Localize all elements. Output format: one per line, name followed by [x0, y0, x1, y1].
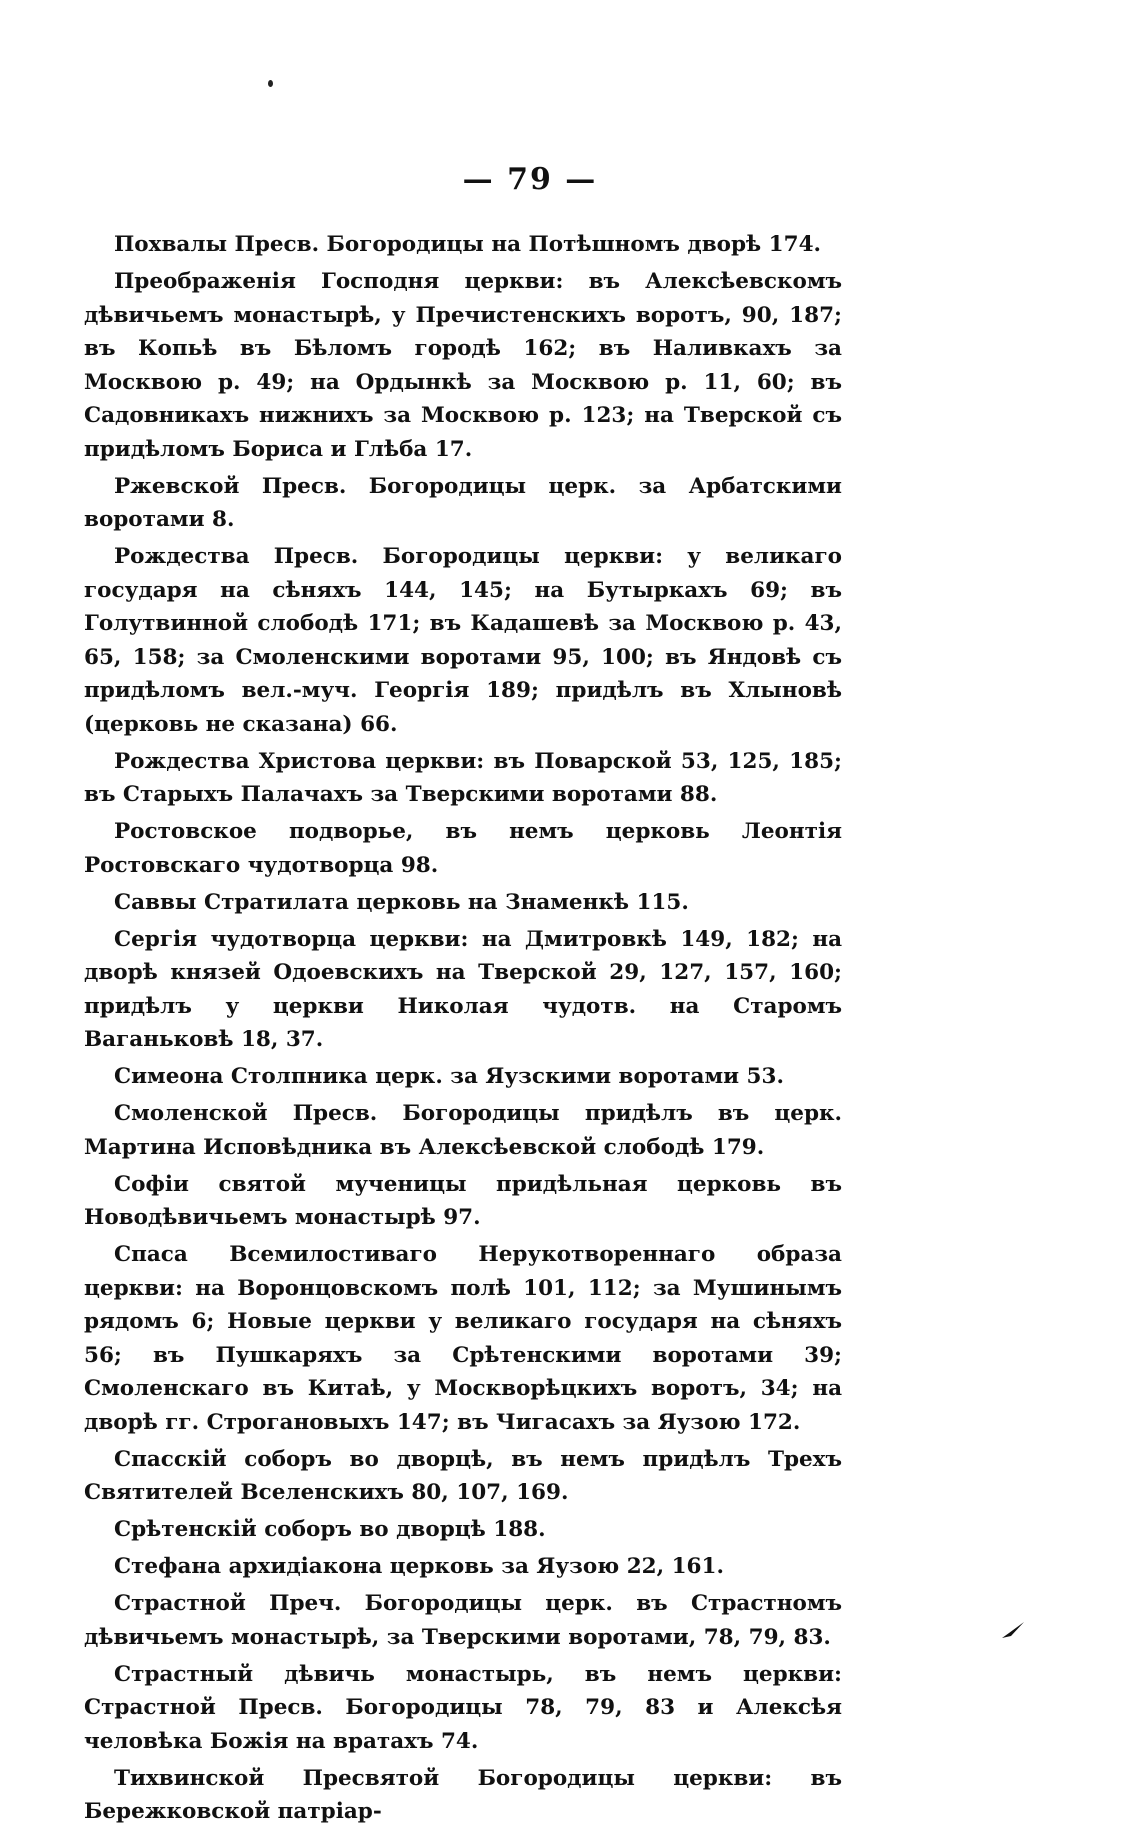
index-entry: Смоленской Пресв. Богородицы придѣлъ въ церк. Мартина Исповѣдника въ Алексѣевской слободѣ 179. — [84, 1101, 842, 1160]
index-entry: Срѣтенскій соборъ во дворцѣ 188. — [114, 1517, 546, 1542]
index-entry: Ростовское подворье, въ немъ церковь Леонтія Ростовскаго чудотворца 98. — [84, 819, 842, 878]
index-entries — [84, 228, 842, 1832]
index-entry: Софіи святой мученицы придѣльная церковь въ Новодѣвичьемъ монастырѣ 97. — [84, 1171, 842, 1230]
index-entry: Спасскій соборъ во дворцѣ, въ немъ придѣлъ Трехъ Святителей Вселенскихъ 80, 107, 169. — [84, 1446, 842, 1505]
index-entry: Тихвинской Пресвятой Богородицы церкви: въ Бережковской патріар- — [84, 1765, 842, 1824]
index-entry: Преображенія Господня церкви: въ Алексѣевскомъ дѣвичьемъ монастырѣ, у Пречистенскихъ воротъ, 90, 187; въ Копьѣ въ Бѣломъ городѣ 162; въ Наливкахъ за Москвою р. 49; на Ордынкѣ за Москвою р. 11, 60; въ Садовникахъ нижнихъ за Москвою р. 123; на Тверской съ придѣломъ Бориса и Глѣба 17. — [84, 269, 842, 462]
pen-tick-mark — [1000, 1620, 1026, 1640]
index-entry: Саввы Стратилата церковь на Знаменкѣ 115. — [114, 889, 689, 915]
index-entry: Стефана архидіакона церковь за Яузою 22, 161. — [114, 1554, 724, 1579]
index-entry: Рождества Пресв. Богородицы церкви: у великаго государя на сѣняхъ 144, 145; на Бутыркахъ 69; въ Голутвинной слободѣ 171; въ Кадашевѣ за Москвою р. 43, 65, 158; за Смоленскими воротами 95, 100; въ Яндовѣ съ придѣломъ вел.-муч. Георгія 189; придѣлъ въ Хлыновѣ (церковь не сказана) 66. — [84, 544, 842, 737]
index-entry: Ржевской Пресв. Богородицы церк. за Арбатскими воротами 8. — [84, 473, 842, 532]
index-entry: Спаса Всемилостиваго Нерукотвореннаго образа церкви: на Воронцовскомъ полѣ 101, 112; за Мушинымъ рядомъ 6; Новые церкви у великаго государя на сѣняхъ 56; въ Пушкаряхъ за Срѣтенскими воротами 39; Смоленскаго въ Китаѣ, у Москворѣцкихъ воротъ, 34; на дворѣ гг. Строгановыхъ 147; въ Чигасахъ за Яузою 172. — [84, 1242, 842, 1435]
ink-dot-mark — [268, 80, 273, 87]
index-entry: Похвалы Пресв. Богородицы на Потѣшномъ дворѣ 174. — [114, 232, 822, 257]
index-entry: Сергія чудотворца церкви: на Дмитровкѣ 149, 182; на дворѣ князей Одоевскихъ на Тверской 29, 127, 157, 160; придѣлъ у церкви Николая чудотв. на Старомъ Ваганьковѣ 18, 37. — [84, 926, 842, 1052]
index-entry: Рождества Христова церкви: въ Поварской 53, 125, 185; въ Старыхъ Палачахъ за Тверскими воротами 88. — [84, 748, 842, 807]
index-entry: Симеона Столпника церк. за Яузскими воротами 53. — [114, 1064, 784, 1089]
index-entry: Страстный дѣвичь монастырь, въ немъ церкви: Страстной Пресв. Богородицы 78, 79, 83 и Алексѣя человѣка Божія на вратахъ 74. — [84, 1661, 842, 1754]
index-entry: Страстной Преч. Богородицы церк. въ Страстномъ дѣвичьемъ монастырѣ, за Тверскими воротами, 78, 79, 83. — [84, 1591, 842, 1650]
page-number: — 79 — — [462, 162, 598, 197]
